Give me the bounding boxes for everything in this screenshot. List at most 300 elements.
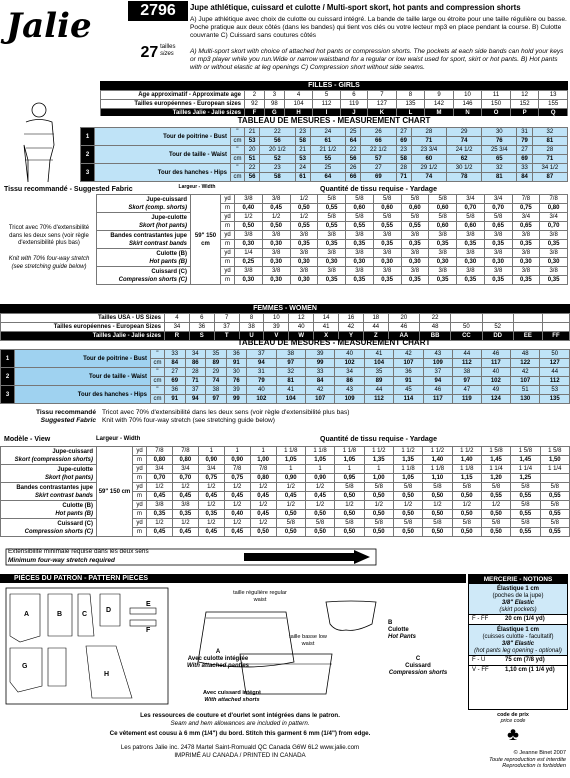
- unit-in: ": [151, 386, 165, 395]
- unit-yd: yd: [221, 213, 235, 222]
- yardage-yd: 1/2: [276, 483, 305, 492]
- yardage-yd: 1: [198, 447, 224, 456]
- yardage-yd: 1/2: [224, 519, 250, 528]
- yardage-m: 0,45: [262, 204, 290, 213]
- yardage-yd: 1/2: [250, 519, 276, 528]
- size-cell: 150: [482, 100, 511, 109]
- measurement-cm: 119: [453, 395, 482, 404]
- size-cell: 4: [284, 91, 313, 100]
- yardage-yd: 3/8: [346, 249, 374, 258]
- yardage-m: 0,80: [172, 456, 198, 465]
- yardage-yd: 5/8: [452, 519, 481, 528]
- row-number: 3: [81, 164, 95, 182]
- size-cell: 4: [165, 314, 190, 323]
- yardage-yd: 7/8: [224, 465, 250, 474]
- yardage-m: 0,45: [147, 528, 173, 537]
- measurement-cm: 76: [482, 137, 517, 146]
- measurement-cm: 61: [295, 173, 310, 182]
- yardage-m: 0,35: [346, 276, 374, 285]
- unit-m: m: [133, 492, 147, 501]
- measurement-cm: 84: [165, 359, 186, 368]
- yardage-m: 0,25: [235, 258, 263, 267]
- yardage-m: 0,45: [224, 492, 250, 501]
- women-chart-title: TABLEAU DE MESURES - MEASUREMENT CHART: [237, 338, 431, 347]
- size-cell: 46: [388, 323, 419, 332]
- yardage-yd: 5/8: [429, 195, 457, 204]
- unit-cm: cm: [231, 173, 245, 182]
- size-cell: 10: [264, 314, 289, 323]
- yardage-m: 0,45: [305, 492, 334, 501]
- size-cell: CC: [451, 332, 482, 341]
- yardage-m: 0,50: [393, 510, 422, 519]
- yardage-yd: 3/8: [429, 267, 457, 276]
- size-row: [101, 91, 568, 100]
- measurement-in: 23 3/4: [411, 146, 446, 155]
- measurement-label: Tour de poitrine - Bust: [15, 350, 151, 368]
- measurement-in: 38: [453, 368, 482, 377]
- measurement-cm: 71: [411, 137, 446, 146]
- unit-in: ": [231, 164, 245, 173]
- measurement-cm: 53: [245, 137, 260, 146]
- yardage-m: 0,70: [147, 474, 173, 483]
- yardage-yd: 3/4: [198, 465, 224, 474]
- girls-fabric-text-en: Knit with 70% four-way stretch (see stretching guide below): [8, 256, 90, 270]
- yardage-yd: 1/4: [235, 249, 263, 258]
- yardage-m: 0,55: [511, 510, 540, 519]
- yardage-m: 0,30: [346, 258, 374, 267]
- measurement-row: [81, 128, 568, 137]
- measurement-in: 21: [245, 128, 260, 137]
- measurement-in: 51: [511, 386, 540, 395]
- yardage-yd: 5/8: [335, 483, 364, 492]
- yardage-yd: 1 1/8: [393, 465, 422, 474]
- measurement-cm: 87: [532, 173, 567, 182]
- yardage-yd: 5/8: [305, 519, 334, 528]
- size-cell: Y: [339, 332, 364, 341]
- yardage-yd: 1/2: [250, 483, 276, 492]
- size-cell: R: [165, 332, 190, 341]
- measurement-cm: 84: [517, 173, 532, 182]
- unit-m: m: [221, 204, 235, 213]
- description-en: A) Multi-sport skort with choice of attached hot pants or compression shorts. The pockets at each side bands can hold your keys or mp3 player while you run.Wide or narrow waistband for a regular or low waist used for sport, skirt or hot pants. B) Hot pants with or without elastic at leg openings C) Compression short without side seams.: [190, 48, 564, 71]
- yardage-m: 0,35: [401, 276, 429, 285]
- size-cell: 22: [420, 314, 451, 323]
- measurement-in: 25: [310, 164, 345, 173]
- yardage-row: [97, 195, 568, 204]
- size-cell: 12: [289, 314, 314, 323]
- size-cell: T: [214, 332, 239, 341]
- yardage-m: 0,35: [318, 276, 346, 285]
- yardage-yd: 3/8: [290, 267, 318, 276]
- yardage-m: 0,70: [540, 222, 568, 231]
- measurement-in: 21 1/2: [310, 146, 345, 155]
- measurement-cm: 104: [364, 359, 393, 368]
- measurement-cm: 55: [310, 155, 345, 164]
- measurement-cm: 107: [305, 395, 334, 404]
- yardage-m: 0,50: [276, 510, 305, 519]
- price-code: code de prix price code ♣: [478, 712, 548, 744]
- yardage-yd: 3/8: [318, 231, 346, 240]
- yardage-yd: 3/8: [457, 267, 485, 276]
- yardage-yd: 1/2: [235, 213, 263, 222]
- measurement-cm: 124: [481, 395, 510, 404]
- size-cell: 119: [340, 100, 367, 109]
- measurement-in: 43: [423, 350, 452, 359]
- yardage-label: Jupe-culotte Skort (hot pants): [97, 213, 191, 231]
- measurement-cm: 52: [260, 155, 295, 164]
- yardage-m: 0,30: [373, 258, 401, 267]
- yardage-yd: 3/8: [401, 231, 429, 240]
- yardage-label: Jupe-cuissard Skort (compression shorts): [1, 447, 97, 465]
- size-row-label: Tailles USA - US Sizes: [1, 314, 165, 323]
- regular-waist-label: taille régulière regular waist: [233, 590, 287, 603]
- size-cell: 112: [313, 100, 340, 109]
- club-icon: ♣: [507, 724, 519, 744]
- yardage-m: 0,90: [276, 474, 305, 483]
- women-width-header: Largeur - Width: [96, 436, 141, 442]
- yardage-yd: 3/8: [290, 231, 318, 240]
- unit-m: m: [133, 456, 147, 465]
- yardage-m: 0,60: [373, 204, 401, 213]
- yardage-yd: 1/2: [147, 483, 173, 492]
- measurement-cm: 71: [532, 155, 567, 164]
- svg-text:H: H: [104, 671, 110, 678]
- measurement-cm: 114: [394, 395, 423, 404]
- measurement-in: 44: [540, 368, 570, 377]
- unit-m: m: [133, 528, 147, 537]
- measurement-cm: 76: [226, 377, 247, 386]
- girls-fabric-header: Tissu recommandé - Suggested Fabric: [4, 186, 133, 193]
- yardage-m: 0,60: [429, 222, 457, 231]
- measurement-in: 46: [481, 350, 510, 359]
- measurement-in: 22: [346, 146, 361, 155]
- yardage-yd: 3/8: [401, 249, 429, 258]
- measurement-in: 39: [226, 386, 247, 395]
- measurement-cm: 69: [517, 155, 532, 164]
- yardage-label: Jupe-culotte Skort (hot pants): [1, 465, 97, 483]
- measurement-cm: 58: [396, 155, 411, 164]
- girls-yardage-header: Quantité de tissu requise - Yardage: [320, 186, 437, 193]
- yardage-yd: 1/2: [393, 501, 422, 510]
- measurement-in: 40: [247, 386, 276, 395]
- girls-yardage-table: [96, 194, 568, 285]
- yardage-yd: 1 5/8: [540, 447, 569, 456]
- yardage-m: 0,35: [540, 276, 568, 285]
- size-cell: J: [340, 109, 367, 118]
- yardage-yd: 1/2: [224, 501, 250, 510]
- measurement-in: 30: [482, 128, 517, 137]
- yardage-m: 0,50: [305, 510, 334, 519]
- yardage-yd: 5/8: [401, 195, 429, 204]
- measurement-cm: 64: [310, 173, 345, 182]
- yardage-m: 0,55: [540, 492, 569, 501]
- unit-m: m: [221, 258, 235, 267]
- measurement-cm: 81: [276, 377, 305, 386]
- size-cell: I: [313, 109, 340, 118]
- yardage-yd: 1 5/8: [511, 447, 540, 456]
- yardage-m: 0,50: [393, 528, 422, 537]
- size-cell: 41: [314, 323, 339, 332]
- measurement-cm: 102: [481, 377, 510, 386]
- yardage-yd: 7/8: [172, 447, 198, 456]
- skort-illustration: [176, 594, 386, 702]
- measurement-in: 41: [364, 350, 393, 359]
- yardage-yd: 7/8: [250, 465, 276, 474]
- measurement-in: 36: [394, 368, 423, 377]
- measurement-cm: 127: [540, 359, 570, 368]
- yardage-m: 0,40: [224, 510, 250, 519]
- unit-m: m: [133, 510, 147, 519]
- yardage-label: Cuissard (C) Compression shorts (C): [97, 267, 191, 285]
- girls-banner: FILLES - GIRLS: [100, 81, 568, 90]
- girls-fabric-text: Tricot avec 70% d'extensibilité dans les deux sens (voir règle d'extensibilité plus bas): [8, 225, 90, 246]
- size-cell: L: [396, 109, 425, 118]
- yardage-m: 0,50: [276, 528, 305, 537]
- yardage-yd: 5/8: [393, 519, 422, 528]
- yardage-yd: 1: [364, 465, 393, 474]
- measurement-row: [81, 164, 568, 173]
- yardage-yd: 3/8: [457, 249, 485, 258]
- measurement-in: 24 1/2: [447, 146, 482, 155]
- measurement-cm: 89: [206, 359, 227, 368]
- yardage-yd: 3/8: [512, 249, 540, 258]
- yardage-row: [1, 483, 570, 492]
- measurement-in: 33: [305, 368, 334, 377]
- measurement-cm: 112: [540, 377, 570, 386]
- measurement-in: 32: [482, 164, 517, 173]
- measurement-cm: 71: [396, 173, 411, 182]
- yardage-yd: 5/8: [276, 519, 305, 528]
- yardage-yd: 3/8: [235, 267, 263, 276]
- yardage-yd: 3/8: [429, 231, 457, 240]
- measurement-cm: 86: [335, 377, 364, 386]
- size-row-label: Tailles européennes - European sizes: [101, 100, 245, 109]
- view-b-label: B Culotte Hot Pants: [388, 620, 417, 640]
- svg-text:A: A: [24, 611, 30, 618]
- yardage-m: 0,30: [290, 258, 318, 267]
- unit-yd: yd: [221, 231, 235, 240]
- description-fr: A) Jupe athlétique avec choix de culotte ou cuissard intégré. La bande de taille large ou étroite pour une taille régulière ou basse. Poche pratique aux deux côtés (dans les bandes) qui tient vos clés ou votre lecteur mp3 en place pendant la course. B) Culotte couvrante C) Cuissard sans coutures côtés: [190, 16, 567, 39]
- unit-cm: cm: [151, 377, 165, 386]
- size-cell: 104: [284, 100, 313, 109]
- size-cell: 8: [239, 314, 264, 323]
- measurement-cm: 53: [295, 155, 310, 164]
- yardage-yd: 3/8: [429, 249, 457, 258]
- women-view-header: Modèle - View: [4, 436, 51, 443]
- yardage-yd: 3/8: [512, 267, 540, 276]
- measurement-in: 38: [276, 350, 305, 359]
- measurement-in: 47: [453, 386, 482, 395]
- measurement-in: 25: [346, 128, 361, 137]
- yardage-row: [97, 249, 568, 258]
- yardage-m: 0,55: [401, 222, 429, 231]
- measurement-cm: 112: [453, 359, 482, 368]
- yardage-m: 1,05: [305, 456, 334, 465]
- svg-text:C: C: [82, 611, 88, 618]
- yardage-m: 0,65: [484, 222, 512, 231]
- measurement-in: 23: [260, 164, 295, 173]
- unit-yd: yd: [133, 519, 147, 528]
- size-cell: 11: [482, 91, 511, 100]
- measurement-cm: 69: [361, 173, 396, 182]
- yardage-yd: 3/8: [172, 501, 198, 510]
- size-cell: 6: [189, 314, 214, 323]
- size-cell: 34: [165, 323, 190, 332]
- svg-text:E: E: [146, 601, 151, 608]
- row-number: 2: [1, 368, 15, 386]
- measurement-in: 42: [305, 386, 334, 395]
- yardage-m: 0,50: [235, 222, 263, 231]
- yardage-m: 0,35: [484, 276, 512, 285]
- yardage-m: 1,40: [423, 456, 452, 465]
- yardage-m: 0,70: [172, 474, 198, 483]
- body-measurement-diagram: [14, 100, 64, 184]
- yardage-m: 0,50: [423, 510, 452, 519]
- yardage-m: 0,55: [511, 492, 540, 501]
- yardage-yd: 1 1/4: [540, 465, 569, 474]
- size-cell: Q: [539, 109, 568, 118]
- unit-cm: cm: [151, 395, 165, 404]
- yardage-m: 0,55: [540, 510, 569, 519]
- yardage-m: 0,55: [511, 528, 540, 537]
- yardage-m: 0,30: [235, 276, 263, 285]
- measurement-in: 27: [361, 164, 396, 173]
- size-cell: 92: [245, 100, 265, 109]
- yardage-yd: 3/8: [457, 231, 485, 240]
- measurement-in: 27: [396, 128, 411, 137]
- yardage-yd: 1/2: [250, 501, 276, 510]
- yardage-m: 0,90: [224, 456, 250, 465]
- unit-m: m: [221, 222, 235, 231]
- measurement-cm: 94: [247, 359, 276, 368]
- measurement-cm: 122: [511, 359, 540, 368]
- yardage-yd: 5/8: [511, 483, 540, 492]
- view-a1-label: A Avec culotte intégrée With attached panties: [187, 649, 249, 669]
- size-row-label: Tailles européennes - European Sizes: [1, 323, 165, 332]
- unit-m: m: [221, 276, 235, 285]
- yardage-yd: 3/4: [147, 465, 173, 474]
- measurement-cm: 117: [423, 395, 452, 404]
- measurement-in: 48: [511, 350, 540, 359]
- yardage-yd: 7/8: [512, 195, 540, 204]
- measurement-in: 40: [481, 368, 510, 377]
- size-cell: 7: [368, 91, 397, 100]
- yardage-m: 0,35: [512, 276, 540, 285]
- measurement-cm: 56: [260, 137, 295, 146]
- size-cell: 155: [539, 100, 568, 109]
- yardage-row: [1, 501, 570, 510]
- yardage-yd: 3/4: [540, 213, 568, 222]
- yardage-yd: 5/8: [540, 519, 569, 528]
- measurement-label: Tour des hanches - Hips: [15, 386, 151, 404]
- measurement-in: 26: [361, 128, 396, 137]
- yardage-m: 0,35: [373, 240, 401, 249]
- yardage-yd: 5/8: [335, 519, 364, 528]
- measurement-in: 23: [295, 128, 310, 137]
- size-row: [1, 314, 570, 323]
- measurement-in: 39: [305, 350, 334, 359]
- size-cell: 42: [339, 323, 364, 332]
- size-cell: 6: [340, 91, 367, 100]
- measurement-cm: 107: [511, 377, 540, 386]
- measurement-cm: 60: [411, 155, 446, 164]
- measurement-cm: 91: [226, 359, 247, 368]
- measurement-in: 20: [245, 146, 260, 155]
- svg-text:B: B: [57, 611, 63, 618]
- size-cell: 48: [420, 323, 451, 332]
- view-c-label: C Cuissard Compression shorts: [388, 656, 448, 676]
- copyright: © Jeanne Binet 2007 Toute reproduction est interdite Reproduction is forbidden: [489, 750, 566, 769]
- yardage-label: Bandes contrastantes jupe Skirt contrast bands: [97, 231, 191, 249]
- svg-text:F: F: [146, 627, 151, 634]
- unit-yd: yd: [221, 195, 235, 204]
- yardage-m: 0,50: [481, 528, 510, 537]
- yardage-yd: 1 1/8: [423, 465, 452, 474]
- measurement-in: 40: [335, 350, 364, 359]
- yardage-m: 0,45: [147, 492, 173, 501]
- yardage-yd: 5/8: [373, 195, 401, 204]
- measurement-in: 35: [364, 368, 393, 377]
- size-cell: X: [314, 332, 339, 341]
- yardage-m: 0,45: [198, 528, 224, 537]
- yardage-yd: 5/8: [393, 483, 422, 492]
- measurement-in: 41: [276, 386, 305, 395]
- yardage-yd: 3/8: [540, 267, 568, 276]
- measurement-in: 34 1/2: [532, 164, 567, 173]
- size-cell: FF: [542, 332, 569, 341]
- yardage-yd: 1/2: [452, 501, 481, 510]
- notions-title: MERCERIE - NOTIONS: [469, 575, 567, 584]
- svg-text:G: G: [22, 663, 28, 670]
- pattern-pieces-diagram: [2, 586, 172, 706]
- yardage-yd: 7/8: [540, 195, 568, 204]
- yardage-m: 0,35: [147, 510, 173, 519]
- measurement-label: Tour de poitrine - Bust: [95, 128, 231, 146]
- yardage-yd: 1 1/4: [511, 465, 540, 474]
- width-cell: 59" 150 cm: [97, 447, 133, 537]
- size-cell: 40: [289, 323, 314, 332]
- measurement-in: 28: [532, 146, 567, 155]
- yardage-m: 0,50: [364, 528, 393, 537]
- view-a2-label: Avec cuissard intégré With attached shorts: [203, 690, 261, 703]
- yardage-yd: 1: [305, 465, 334, 474]
- yardage-yd: 3/8: [346, 231, 374, 240]
- yardage-yd: 5/8: [481, 483, 510, 492]
- yardage-yd: 1: [224, 447, 250, 456]
- measurement-in: 21: [295, 146, 310, 155]
- yardage-m: 0,75: [512, 204, 540, 213]
- yardage-yd: 1/2: [147, 519, 173, 528]
- yardage-yd: 5/8: [423, 483, 452, 492]
- size-cell: U: [239, 332, 264, 341]
- yardage-yd: 3/4: [457, 195, 485, 204]
- size-cell: [451, 314, 482, 323]
- measurement-cm: 97: [276, 359, 305, 368]
- yardage-m: 0,50: [364, 492, 393, 501]
- size-cell: 135: [396, 100, 425, 109]
- unit-yd: yd: [133, 465, 147, 474]
- size-cell: 152: [510, 100, 539, 109]
- yardage-m: 0,40: [235, 204, 263, 213]
- yardage-yd: 3/8: [373, 231, 401, 240]
- yardage-m: 0,50: [452, 510, 481, 519]
- yardage-yd: 5/8: [457, 213, 485, 222]
- yardage-m: 0,35: [172, 510, 198, 519]
- yardage-m: 0,45: [172, 528, 198, 537]
- measurement-in: 33: [517, 164, 532, 173]
- unit-yd: yd: [133, 447, 147, 456]
- measurement-cm: 62: [447, 155, 482, 164]
